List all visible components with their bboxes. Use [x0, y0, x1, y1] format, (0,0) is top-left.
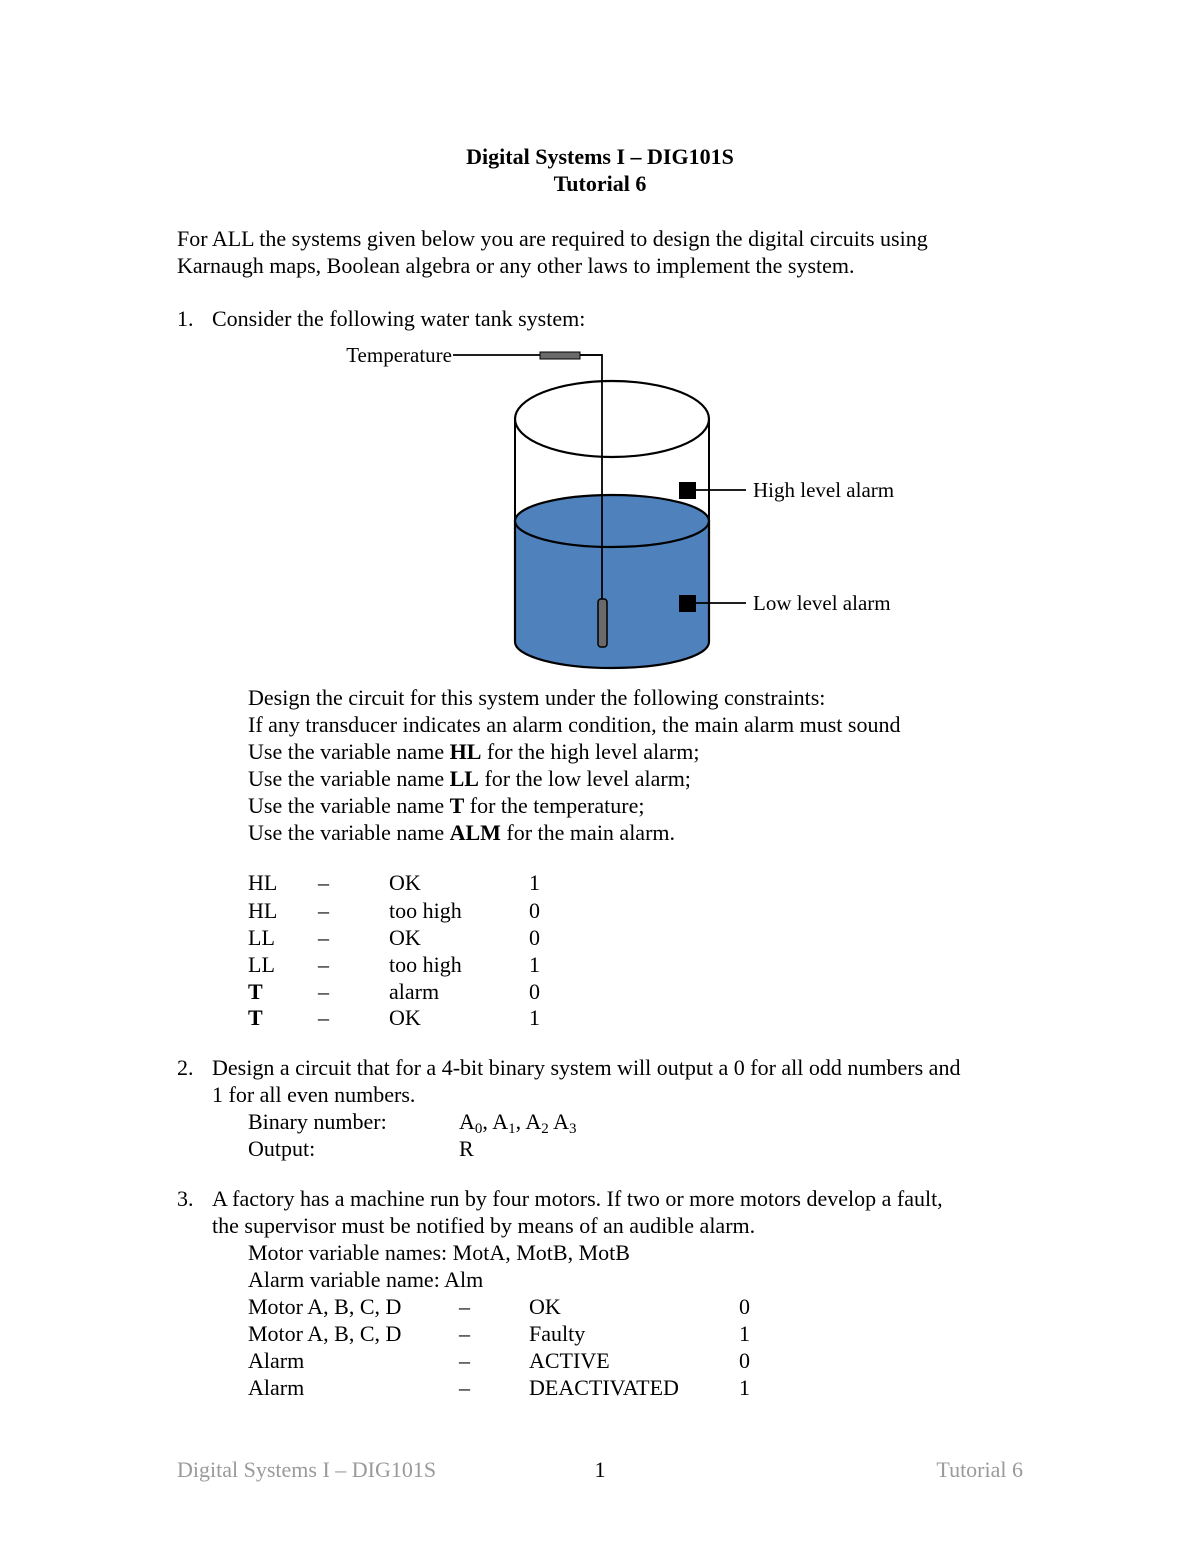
q3-alarm-var: Alarm variable name: Alm [248, 1267, 484, 1292]
intro-line-2: Karnaugh maps, Boolean algebra or any other laws to implement the system. [177, 253, 855, 278]
table-cell-item: Alarm [248, 1375, 305, 1400]
table-cell-value: 1 [529, 870, 540, 895]
table-cell-dash: – [459, 1321, 470, 1346]
table-cell-dash: – [459, 1294, 470, 1319]
water-tank-diagram [320, 335, 940, 680]
table-cell-state: too high [389, 952, 462, 977]
page-number: 1 [594, 1457, 606, 1482]
q1-alarm-rule: If any transducer indicates an alarm condition, the main alarm must sound [248, 712, 901, 737]
table-cell-var: LL [248, 952, 275, 977]
table-cell-value: 0 [529, 925, 540, 950]
q1-var-line: Use the variable name LL for the low level alarm; [248, 766, 691, 791]
table-cell-dash: – [318, 1005, 329, 1030]
table-cell-state: Faulty [529, 1321, 586, 1346]
q1-text: Consider the following water tank system: [212, 306, 586, 331]
table-cell-state: ACTIVE [529, 1348, 610, 1373]
q2-binary-label: Binary number: [248, 1109, 387, 1134]
table-cell-value: 1 [529, 1005, 540, 1030]
q2-line-2: 1 for all even numbers. [212, 1082, 416, 1107]
table-cell-value: 1 [529, 952, 540, 977]
table-cell-dash: – [318, 952, 329, 977]
table-cell-value: 0 [529, 898, 540, 923]
table-cell-state: OK [389, 925, 421, 950]
table-cell-dash: – [318, 979, 329, 1004]
table-cell-item: Motor A, B, C, D [248, 1321, 402, 1346]
table-cell-item: Alarm [248, 1348, 305, 1373]
table-cell-var: HL [248, 870, 278, 895]
q1-constraints-intro: Design the circuit for this system under the following constraints: [248, 685, 826, 710]
table-cell-dash: – [459, 1375, 470, 1400]
table-cell-dash: – [318, 925, 329, 950]
q2-line-1: Design a circuit that for a 4-bit binary system will output a 0 for all odd numbers and [212, 1055, 961, 1080]
table-cell-dash: – [318, 870, 329, 895]
q2-binary-vars: $A_0$, $A_1$, $A_2$ $A_3$ [459, 1109, 577, 1137]
table-cell-state: DEACTIVATED [529, 1375, 679, 1400]
q2-output-var: R [459, 1136, 474, 1161]
table-cell-state: OK [389, 1005, 421, 1030]
footer-left: Digital Systems I – DIG101S [177, 1457, 437, 1482]
q3-line-2: the supervisor must be notified by means of an audible alarm. [212, 1213, 756, 1238]
q1-var-line: Use the variable name T for the temperature; [248, 793, 645, 818]
q3-line-1: A factory has a machine run by four motors. If two or more motors develop a fault, [212, 1186, 943, 1211]
q2-output-label: Output: [248, 1136, 316, 1161]
low-level-label: Low level alarm [753, 591, 891, 615]
q3-motor-vars: Motor variable names: MotA, MotB, MotB [248, 1240, 630, 1265]
table-cell-value: 0 [739, 1294, 750, 1319]
q2-number: 2. [177, 1055, 194, 1080]
intro-line-1: For ALL the systems given below you are required to design the digital circuits using [177, 226, 928, 251]
q1-var-line: Use the variable name HL for the high level alarm; [248, 739, 700, 764]
table-cell-var: LL [248, 925, 275, 950]
table-cell-var: HL [248, 898, 278, 923]
water-surface [515, 495, 709, 547]
high-level-sensor [679, 482, 696, 499]
q3-number: 3. [177, 1186, 194, 1211]
table-cell-var: T [248, 1005, 263, 1030]
table-cell-item: Motor A, B, C, D [248, 1294, 402, 1319]
document-subtitle: Tutorial 6 [553, 171, 647, 196]
table-cell-value: 1 [739, 1321, 750, 1346]
temperature-sensor-body [540, 352, 580, 359]
footer-right: Tutorial 6 [936, 1457, 1023, 1482]
temperature-label: Temperature [346, 343, 452, 367]
table-cell-value: 1 [739, 1375, 750, 1400]
table-cell-state: too high [389, 898, 462, 923]
table-cell-state: alarm [389, 979, 440, 1004]
table-cell-dash: – [318, 898, 329, 923]
table-cell-state: OK [389, 870, 421, 895]
high-level-label: High level alarm [753, 478, 895, 502]
table-cell-value: 0 [529, 979, 540, 1004]
table-cell-dash: – [459, 1348, 470, 1373]
tank-top-rim [515, 381, 709, 457]
table-cell-state: OK [529, 1294, 561, 1319]
table-cell-value: 0 [739, 1348, 750, 1373]
low-level-sensor [679, 595, 696, 612]
table-cell-var: T [248, 979, 263, 1004]
temperature-probe-tip [598, 599, 607, 647]
q1-number: 1. [177, 306, 194, 331]
q1-var-line: Use the variable name ALM for the main alarm. [248, 820, 676, 845]
document-title: Digital Systems I – DIG101S [466, 144, 734, 169]
